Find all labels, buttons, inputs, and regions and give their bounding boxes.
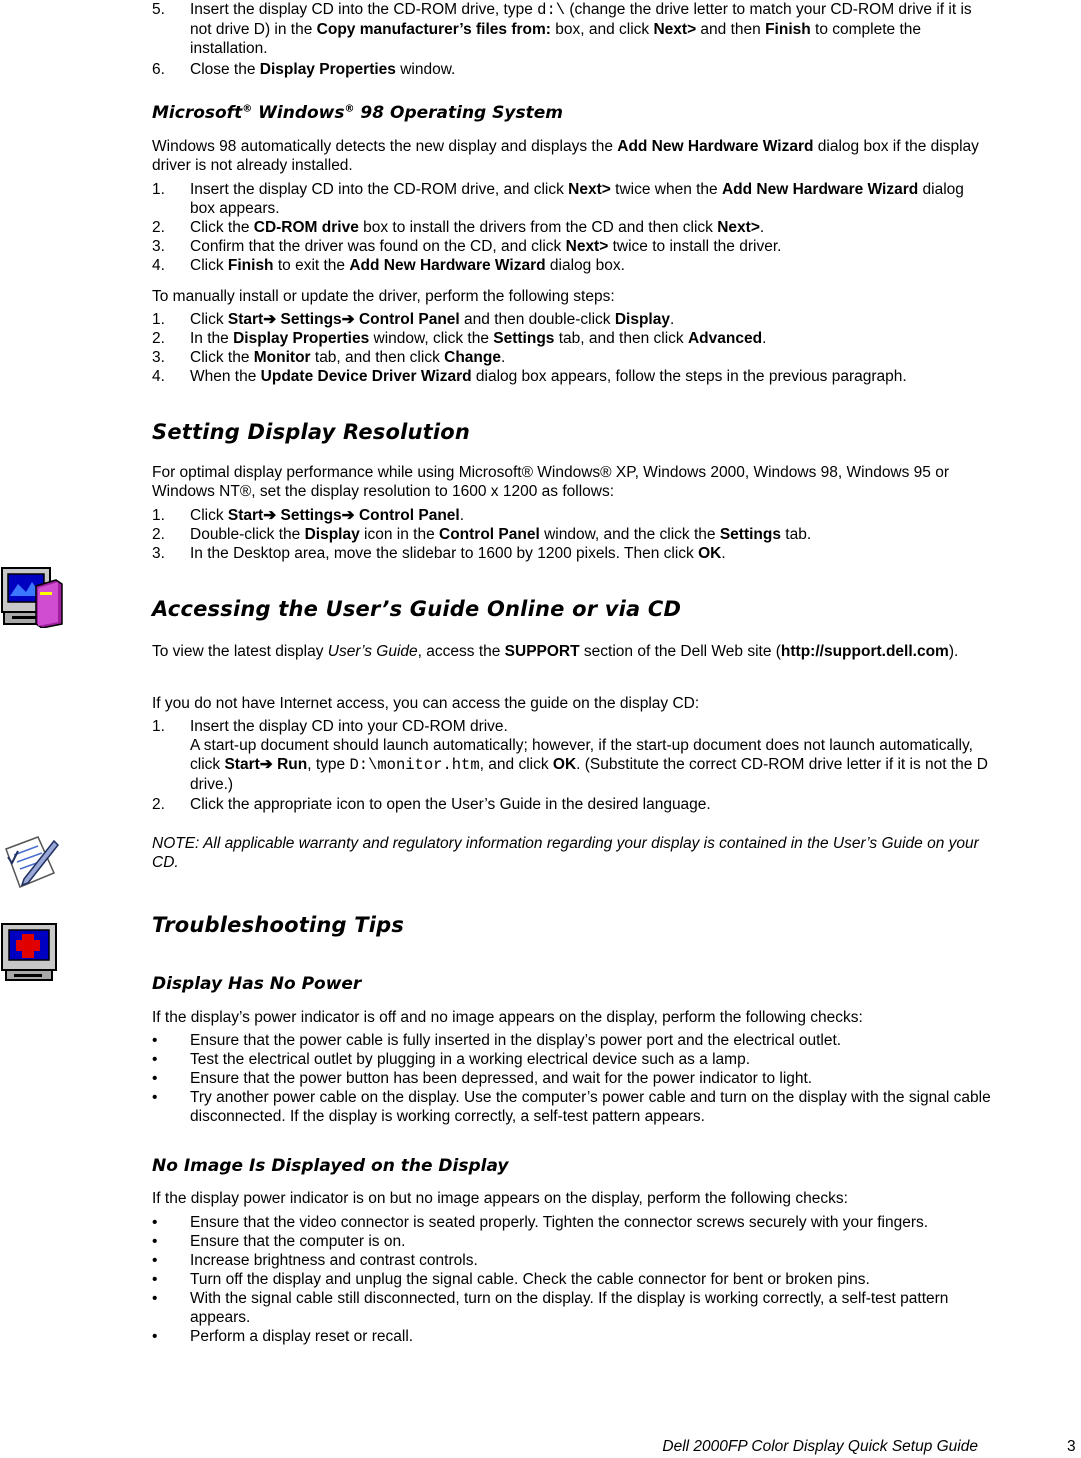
computer-book-icon — [0, 566, 64, 628]
bold-term: ➔ Settings — [263, 507, 342, 524]
bold-term: Display — [614, 311, 670, 328]
bullet-text: Ensure that the computer is on. — [190, 1233, 406, 1250]
text-run: (change the drive letter to match your CD-ROM drive if it is not drive D) in the — [190, 1, 972, 38]
win98-intro — [152, 137, 992, 175]
section-intro: If the display’s power indicator is off and no image appears on the display, perform the following checks: — [152, 1009, 863, 1026]
step-number: 2. — [152, 219, 165, 236]
bullet-text: Turn off the display and unplug the signal cable. Check the cable connector for bent or broken pins. — [190, 1271, 870, 1288]
text-run: . (Substitute the correct CD-ROM drive letter if it is not the D drive.) — [190, 756, 988, 793]
step-text — [190, 349, 505, 366]
text-run: and then double-click — [459, 311, 615, 328]
bold-term: OK — [552, 756, 577, 773]
bullet-item — [152, 1327, 992, 1346]
bullet-item — [152, 1251, 992, 1270]
step-number: 2. — [152, 796, 165, 813]
bold-term: Display Properties — [259, 61, 396, 78]
bold-term: Next> — [653, 21, 697, 38]
bold-term: Settings — [719, 526, 781, 543]
bold-term: ➔ Settings — [263, 311, 342, 328]
note-text: NOTE: All applicable warranty and regulatory information regarding your display is contained in the User’s Guide on your CD. — [152, 835, 979, 871]
resolution-heading: Setting Display Resolution — [152, 420, 471, 444]
text-run: , and click — [479, 756, 553, 773]
text-run: . — [762, 330, 767, 347]
text-run: twice to install the driver. — [608, 238, 782, 255]
section-intro: If the display power indicator is on but no image appears on the display, perform the following checks: — [152, 1190, 848, 1207]
bullet-item — [152, 1232, 992, 1251]
text-run: dialog box if the display driver is not already installed. — [152, 138, 979, 174]
bold-term: Control Panel — [439, 526, 540, 543]
bold-term: Next> — [717, 219, 760, 236]
code-text: D:\monitor.htm — [349, 756, 480, 774]
numbered-step — [152, 348, 992, 367]
bold-term: Change — [444, 349, 501, 366]
text-run: Insert the display CD into the CD-ROM drive, and click — [190, 181, 569, 198]
computer-redcross-icon — [0, 922, 60, 984]
text-run: . — [759, 219, 765, 236]
text-run: to complete the installation. — [190, 21, 922, 57]
bold-term: ➔ Control Panel — [341, 507, 460, 524]
guide-intro — [152, 642, 992, 661]
bullet-marker: • — [152, 1070, 158, 1087]
note-pencil-icon — [0, 833, 62, 889]
bold-term: http://support.dell.com — [780, 643, 949, 660]
bullet-marker: • — [152, 1252, 158, 1269]
step-number: 5. — [152, 1, 165, 18]
bullet-marker: • — [152, 1089, 158, 1106]
guide-heading: Accessing the User’s Guide Online or via CD — [152, 597, 682, 621]
bullet-marker: • — [152, 1271, 158, 1288]
step-number: 2. — [152, 330, 165, 347]
bullet-marker: • — [152, 1051, 158, 1068]
step-number: 1. — [152, 311, 165, 328]
bullet-text: Ensure that the video connector is seated properly. Tighten the connector screws securely with your fingers. — [190, 1214, 929, 1231]
numbered-step — [152, 310, 992, 329]
step-number: 3. — [152, 545, 165, 562]
step-number: 6. — [152, 61, 165, 78]
bullet-item — [152, 1069, 992, 1088]
text-run: Windows 98 automatically detects the new display and displays the — [152, 138, 618, 155]
numbered-step — [152, 180, 992, 218]
bullet-text: With the signal cable still disconnected, turn on the display. If the display is working correctly, a self-test pattern appears. — [190, 1290, 949, 1326]
footer-title: Dell 2000FP Color Display Quick Setup Guide — [662, 1438, 978, 1455]
text-run: . — [669, 311, 675, 328]
numbered-step — [152, 218, 992, 237]
step-number: 3. — [152, 238, 165, 255]
bold-term: Display — [304, 526, 360, 543]
text-run: When the — [190, 368, 261, 385]
step-text — [190, 526, 811, 543]
text-run: tab. — [781, 526, 812, 543]
step-text — [190, 796, 711, 813]
text-run: dialog box. — [545, 257, 625, 274]
numbered-step — [152, 329, 992, 348]
bold-term: Monitor — [253, 349, 311, 366]
guide-cd-intro: If you do not have Internet access, you can access the guide on the display CD: — [152, 695, 700, 712]
text-run: dialog box appears, follow the steps in the previous paragraph. — [471, 368, 907, 385]
section-title: Display Has No Power — [152, 974, 362, 994]
bold-term: Update Device Driver Wizard — [260, 368, 472, 385]
bullet-item — [152, 1289, 992, 1327]
bullet-marker: • — [152, 1328, 158, 1345]
bullet-list — [152, 1031, 992, 1126]
bullet-marker: • — [152, 1233, 158, 1250]
step-number: 2. — [152, 526, 165, 543]
bold-term: Display Properties — [233, 330, 370, 347]
bullet-marker: • — [152, 1214, 158, 1231]
bold-term: Next> — [568, 181, 611, 198]
text-run: window. — [395, 61, 456, 78]
numbered-step — [152, 256, 992, 275]
step-number: 1. — [152, 718, 165, 735]
code-text: d:\ — [537, 1, 566, 19]
page-number: 3 — [1067, 1438, 1076, 1455]
bold-term: ➔ Control Panel — [341, 311, 460, 328]
text-run: Close the — [190, 61, 260, 78]
step-number: 4. — [152, 257, 165, 274]
text-run: A start-up document should launch automatically; however, if the start-up document does not launch automatically, click — [190, 737, 973, 773]
step-text — [190, 61, 455, 78]
text-run: section of the Dell Web site ( — [579, 643, 781, 660]
bullet-text: Test the electrical outlet by plugging in a working electrical device such as a lamp. — [190, 1051, 751, 1068]
numbered-step — [152, 0, 992, 58]
text-run: to exit the — [273, 257, 350, 274]
bullet-item — [152, 1088, 992, 1126]
resolution-intro: For optimal display performance while using Microsoft® Windows® XP, Windows 2000, Windows 98, Windows 95 or Windows NT®, set the display resolution to 1600 x 1200 as follows: — [152, 464, 950, 500]
step-text — [190, 507, 464, 524]
text-run: , type — [307, 756, 350, 773]
text-run: dialog box appears. — [190, 181, 964, 217]
bold-term: Add New Hardware Wizard — [349, 257, 546, 274]
bold-term: SUPPORT — [504, 643, 580, 660]
step-number: 1. — [152, 507, 165, 524]
bold-term: Start — [227, 507, 264, 524]
numbered-step — [152, 795, 992, 814]
step-text — [190, 545, 726, 562]
text-run: In the — [190, 330, 234, 347]
numbered-step — [152, 60, 992, 79]
text-run: tab, and then click — [554, 330, 688, 347]
section-title: No Image Is Displayed on the Display — [152, 1156, 509, 1176]
text-run: window, click the — [369, 330, 494, 347]
step-number: 1. — [152, 181, 165, 198]
bold-term: Advanced — [687, 330, 763, 347]
text-run: In the Desktop area, move the slidebar to 1600 by 1200 pixels. Then click — [190, 545, 699, 562]
text-run: window, and the click the — [539, 526, 720, 543]
text-run: Click — [190, 311, 228, 328]
bullet-item — [152, 1050, 992, 1069]
step-text — [190, 181, 964, 217]
text-run: Click — [190, 257, 228, 274]
bold-term: Settings — [493, 330, 555, 347]
numbered-step — [152, 544, 992, 563]
text-run: Click the — [190, 349, 254, 366]
text-run: ). — [948, 643, 959, 660]
text-run: . — [459, 507, 465, 524]
step-text — [190, 330, 766, 347]
bullet-text: Increase brightness and contrast controls. — [190, 1252, 478, 1269]
text-run: twice when the — [610, 181, 722, 198]
numbered-step — [152, 717, 992, 794]
bold-term: Finish — [765, 21, 811, 38]
text-run: To view the latest display — [152, 643, 328, 660]
text-run: Click the — [190, 219, 254, 236]
bold-term: Add New Hardware Wizard — [617, 138, 814, 155]
bullet-marker: • — [152, 1032, 158, 1049]
text-run: Click the appropriate icon to open the User’s Guide in the desired language. — [190, 796, 711, 813]
step-number: 4. — [152, 368, 165, 385]
numbered-step — [152, 367, 992, 386]
bullet-item — [152, 1270, 992, 1289]
bullet-text: Ensure that the power cable is fully inserted in the display’s power port and the electrical outlet. — [190, 1032, 842, 1049]
bold-term: Start — [227, 311, 264, 328]
step-text — [190, 219, 764, 236]
bullet-text: Perform a display reset or recall. — [190, 1328, 414, 1345]
bullet-list — [152, 1213, 992, 1346]
text-run: Double-click the — [190, 526, 305, 543]
text-run: Confirm that the driver was found on the CD, and click — [190, 238, 566, 255]
manual-intro: To manually install or update the driver, perform the following steps: — [152, 288, 615, 305]
bullet-item — [152, 1031, 992, 1050]
bullet-text: Try another power cable on the display. Use the computer’s power cable and turn on the display with the signal cable disconnected. If the display is working correctly, a self-test pattern appears. — [190, 1089, 991, 1125]
page-footer — [0, 1438, 1081, 1458]
bold-term: Copy manufacturer’s files from: — [316, 21, 551, 38]
text-run: box to install the drivers from the CD and then click — [358, 219, 718, 236]
text-run: and then — [696, 21, 766, 38]
text-run: , access the — [417, 643, 505, 660]
bold-term: Start — [224, 756, 260, 773]
numbered-step — [152, 525, 992, 544]
step-text — [190, 718, 988, 793]
italic-term: User’s Guide — [327, 643, 418, 660]
win98-heading: Microsoft® Windows® 98 Operating System — [152, 103, 563, 123]
text-run: Click — [190, 507, 228, 524]
step-number: 3. — [152, 349, 165, 366]
bullet-marker: • — [152, 1290, 158, 1307]
text-run: . — [721, 545, 726, 562]
numbered-step — [152, 237, 992, 256]
bullet-item — [152, 1213, 992, 1232]
step-text — [190, 311, 674, 328]
text-run: Insert the display CD into your CD-ROM drive. — [190, 718, 508, 735]
text-run: . — [500, 349, 506, 366]
step-text — [190, 238, 781, 255]
text-run: box, and click — [550, 21, 654, 38]
bold-term: OK — [698, 545, 722, 562]
bullet-text: Ensure that the power button has been depressed, and wait for the power indicator to light. — [190, 1070, 813, 1087]
bold-term: CD-ROM drive — [253, 219, 359, 236]
bold-term: Next> — [565, 238, 609, 255]
text-run: Insert the display CD into the CD-ROM drive, type — [190, 1, 538, 18]
step-text — [190, 1, 972, 57]
step-text — [190, 257, 625, 274]
bold-term: Add New Hardware Wizard — [721, 181, 919, 198]
numbered-step — [152, 506, 992, 525]
text-run: tab, and then click — [310, 349, 445, 366]
text-run: icon in the — [359, 526, 439, 543]
bold-term: ➔ Run — [259, 756, 308, 773]
troubleshooting-heading: Troubleshooting Tips — [152, 913, 405, 937]
bold-term: Finish — [227, 257, 274, 274]
step-text — [190, 368, 907, 385]
